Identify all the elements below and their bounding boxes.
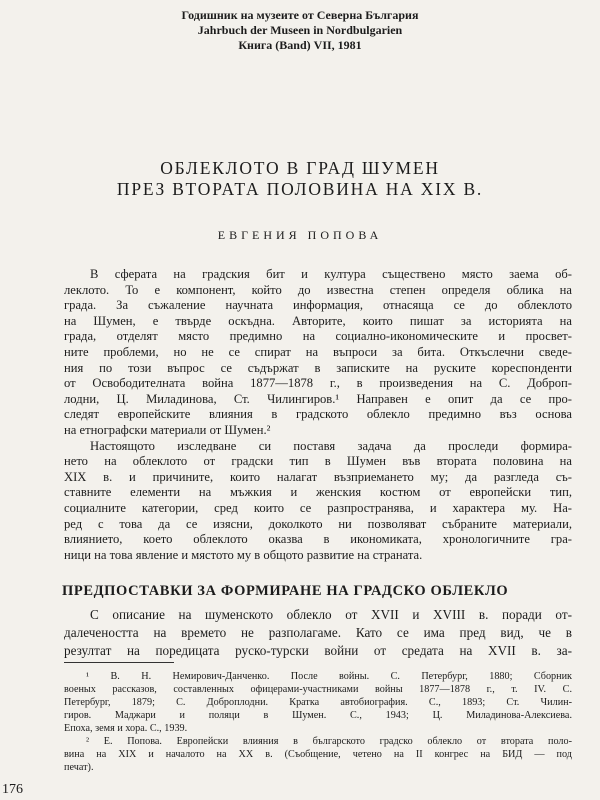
paragraph-line: от Освободителната война 1877—1878 г., в произведения на С. Доброп- xyxy=(64,376,572,391)
journal-header xyxy=(0,8,600,53)
footnote-line: вина на XIX и началото на XX в. (Съобщение, четено на II конгрес на БИД — под xyxy=(64,749,572,760)
paragraph-line: ници на това явление и мястото му в общото развитие на страната. xyxy=(64,547,423,562)
paragraph-line: ния по този въпрос се съдържат в записките на руските кореспонденти xyxy=(64,360,572,375)
paragraph-1 xyxy=(64,267,572,439)
paragraph-line: С описание на шуменското облекло от XVII и XVIII в. поради от- xyxy=(90,607,572,622)
article-title-line-2: ПРЕЗ ВТОРАТА ПОЛОВИНА НА XIX В. xyxy=(116,179,484,199)
paragraph-line: резултат на поредицата руско-турски войни от средата на XVII в. за- xyxy=(64,643,572,658)
footnote-line: печат). xyxy=(64,762,94,773)
footnote-line: военых рассказов, составленных офицерами-участниками войны 1877—1878 г., т. IV. С. xyxy=(64,684,572,695)
footnote-divider xyxy=(64,662,174,663)
paragraph-line: града, отделят място предимно на социално-икономическите и просвет- xyxy=(64,329,572,344)
section-paragraph xyxy=(64,606,572,660)
footnote-line: ² Е. Попова. Европейски влияния в българското градско облекло от втората поло- xyxy=(86,736,572,747)
paragraph-line: ните проблеми, но не се спират на въпроси за бита. Откъслечни сведе- xyxy=(64,344,572,359)
paragraph-line: леклото. То е компонент, който до известна степен определя облика на xyxy=(64,282,572,297)
article-body xyxy=(64,267,572,563)
page-number: 176 xyxy=(2,782,23,797)
paragraph-line: ред с това да се изясни, доколкото ни позволяват събраните материали, xyxy=(64,516,572,531)
paragraph-line: нето на облеклото от градски тип в Шумен във втората половина на xyxy=(64,454,572,469)
section-heading: ПРЕДПОСТАВКИ ЗА ФОРМИРАНЕ НА ГРАДСКО ОБЛЕКЛО xyxy=(62,583,509,599)
footnote-line: Петербург, 1879; С. Доброплодни. Кратка автобиография. С., 1893; Ст. Чилин- xyxy=(64,697,572,708)
article-title-line-1: ОБЛЕКЛОТО В ГРАД ШУМЕН xyxy=(160,158,440,178)
paragraph-line: лодни, Ц. Миладинова, Ст. Чилингиров.¹ Направен е опит да се про- xyxy=(64,391,572,406)
journal-title-de: Jahrbuch der Museen in Nordbulgarien xyxy=(197,23,403,37)
paragraph-line: града. За съжаление научната информация, отнасяща се до облеклото xyxy=(64,298,572,313)
paragraph-2 xyxy=(64,439,572,564)
paragraph-line: влиянието, което облеклото оказва в икономиката, хронологичните гра- xyxy=(64,532,572,547)
paragraph-line: XIX в. и причините, които налагат възприемането му; да разгледа съ- xyxy=(64,469,572,484)
footnotes xyxy=(64,670,572,774)
paragraph-line: на етнографски материали от Шумен.² xyxy=(64,422,271,437)
footnote-line: гиров. Маджари и поляци в Шумен. С., 1943; Ц. Миладинова-Алексиева. xyxy=(64,710,572,721)
paragraph-line: социалните категории, сред които се разпространява, и характера му. На- xyxy=(64,500,572,515)
paragraph-line: на Шумен, е твърде оскъдна. Авторите, които пишат за историята на xyxy=(64,313,572,328)
paragraph-line: следят европейските влияния в градското облекло предимно въз основа xyxy=(64,407,572,422)
article-title xyxy=(0,158,600,200)
footnote-line: Епоха, земя и хора. С., 1939. xyxy=(64,723,188,734)
paragraph-line: Настоящото изследване си поставя задача да проследи формира- xyxy=(90,438,572,453)
paragraph-line: В сферата на градския бит и култура съществено място заема об- xyxy=(90,267,572,281)
paragraph-line: далечеността на времето не разполагаме. Като се има пред вид, че в xyxy=(64,625,572,640)
article-author: ЕВГЕНИЯ ПОПОВА xyxy=(217,228,383,242)
footnote-line: ¹ В. Н. Немирович-Данченко. После войны. С. Петербург, 1880; Сборник xyxy=(86,671,572,682)
journal-title-bg: Годишник на музеите от Северна България xyxy=(181,8,419,22)
paragraph-line: ставните елементи на мъжкия и женския костюм от европейски тип, xyxy=(64,485,572,500)
journal-volume: Книга (Band) VII, 1981 xyxy=(238,38,362,52)
